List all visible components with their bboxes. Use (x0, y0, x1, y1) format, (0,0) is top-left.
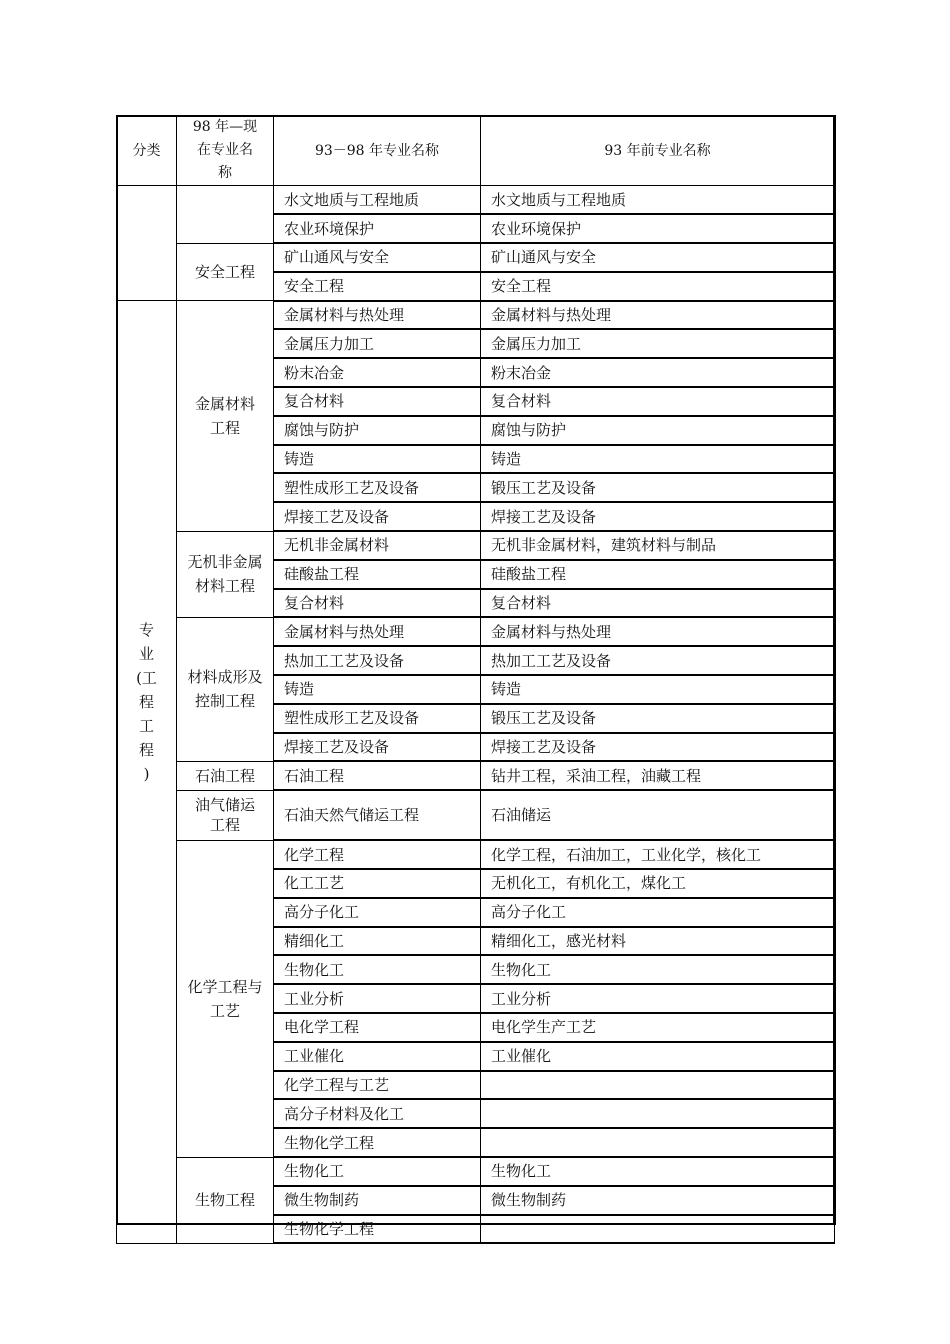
header-category: 分类 (117, 116, 177, 186)
major-93-98-cell: 金属材料与热处理 (274, 301, 481, 330)
major-pre93-cell (481, 1128, 835, 1157)
major-pre93-cell: 高分子化工 (481, 898, 835, 927)
group-name-cell (177, 301, 274, 531)
major-93-98-cell: 热加工工艺及设备 (274, 646, 481, 675)
major-pre93-cell: 微生物制药 (481, 1186, 835, 1215)
major-93-98-cell: 工业分析 (274, 984, 481, 1013)
major-93-98-cell: 复合材料 (274, 387, 481, 416)
major-pre93-cell: 生物化工 (481, 1157, 835, 1186)
major-pre93-cell: 矿山通风与安全 (481, 243, 835, 272)
header-major-98-text: 98 年—现在专业名称 (192, 119, 258, 181)
category-cell (117, 301, 177, 1244)
group-name-cell (177, 243, 274, 301)
major-93-98-cell: 生物化学工程 (274, 1128, 481, 1157)
major-pre93-cell: 金属材料与热处理 (481, 301, 835, 330)
major-93-98-cell: 工业催化 (274, 1042, 481, 1071)
major-93-98-cell: 化学工程与工艺 (274, 1071, 481, 1100)
group-name-cell (177, 186, 274, 244)
major-pre93-cell: 精细化工，感光材料 (481, 927, 835, 956)
major-93-98-cell: 塑性成形工艺及设备 (274, 704, 481, 733)
major-93-98-cell: 高分子材料及化工 (274, 1099, 481, 1128)
group-name-text: 安全工程 (195, 262, 256, 281)
group-name-cell (177, 1157, 274, 1243)
header-row (117, 116, 835, 186)
major-93-98-cell: 焊接工艺及设备 (274, 733, 481, 762)
major-pre93-cell: 金属压力加工 (481, 329, 835, 358)
group-name-cell (177, 790, 274, 840)
table-row (117, 840, 835, 869)
group-name-text: 材料成形及控制工程 (187, 668, 263, 711)
major-pre93-cell: 铸造 (481, 675, 835, 704)
major-93-98-cell: 焊接工艺及设备 (274, 502, 481, 531)
major-pre93-cell: 铸造 (481, 445, 835, 474)
category-label-char: 业 (138, 645, 154, 664)
major-93-98-cell: 腐蚀与防护 (274, 416, 481, 445)
major-93-98-cell: 高分子化工 (274, 898, 481, 927)
major-93-98-cell: 微生物制药 (274, 1186, 481, 1215)
major-pre93-cell: 热加工工艺及设备 (481, 646, 835, 675)
major-pre93-cell: 水文地质与工程地质 (481, 186, 835, 215)
group-name-text: 油气储运工程 (195, 796, 256, 835)
major-93-98-cell: 金属压力加工 (274, 329, 481, 358)
header-major-pre93: 93 年前专业名称 (481, 116, 835, 186)
group-name-text: 石油工程 (195, 766, 256, 785)
major-93-98-cell: 无机非金属材料 (274, 531, 481, 560)
group-name-cell (177, 617, 274, 761)
major-93-98-cell: 精细化工 (274, 927, 481, 956)
table-row (117, 531, 835, 560)
table-body (117, 116, 835, 1244)
major-93-98-cell: 石油工程 (274, 761, 481, 790)
major-pre93-cell: 焊接工艺及设备 (481, 502, 835, 531)
table-row (117, 186, 835, 215)
group-name (177, 1188, 273, 1212)
major-93-98-cell: 塑性成形工艺及设备 (274, 473, 481, 502)
group-name-cell (177, 840, 274, 1157)
major-pre93-cell: 腐蚀与防护 (481, 416, 835, 445)
header-major-93-98: 93－98 年专业名称 (274, 116, 481, 186)
category-label-char: 程 (138, 741, 154, 760)
table-row (117, 761, 835, 790)
group-name-text: 金属材料工程 (195, 394, 256, 437)
major-93-98-cell: 生物化学工程 (274, 1215, 481, 1244)
major-93-98-cell: 金属材料与热处理 (274, 617, 481, 646)
major-93-98-cell: 生物化工 (274, 1157, 481, 1186)
group-name-text: 化学工程与工艺 (187, 977, 263, 1020)
major-93-98-cell: 化学工程 (274, 840, 481, 869)
major-mapping-table (116, 115, 835, 1244)
major-93-98-cell: 硅酸盐工程 (274, 560, 481, 589)
major-93-98-cell: 安全工程 (274, 272, 481, 301)
category-label (117, 618, 176, 786)
major-pre93-cell: 工业催化 (481, 1042, 835, 1071)
group-name-cell (177, 531, 274, 617)
group-name-text: 无机非金属材料工程 (187, 553, 263, 596)
table-row (117, 243, 835, 272)
group-name (177, 260, 273, 284)
major-93-98-cell: 石油天然气储运工程 (274, 790, 481, 840)
group-name (177, 550, 273, 598)
major-93-98-cell: 铸造 (274, 445, 481, 474)
major-pre93-cell: 石油储运 (481, 790, 835, 840)
major-pre93-cell (481, 1071, 835, 1100)
table-row (117, 790, 835, 840)
major-93-98-cell: 粉末冶金 (274, 358, 481, 387)
major-93-98-cell: 复合材料 (274, 589, 481, 618)
group-name (177, 795, 273, 835)
table-row (117, 1157, 835, 1186)
category-label-char: (工 (136, 669, 157, 688)
major-pre93-cell: 工业分析 (481, 984, 835, 1013)
major-pre93-cell: 无机化工，有机化工，煤化工 (481, 869, 835, 898)
category-label-char: 程 (138, 693, 154, 712)
major-93-98-cell: 生物化工 (274, 955, 481, 984)
group-name-cell (177, 761, 274, 790)
table-row (117, 301, 835, 330)
group-name (177, 392, 273, 440)
major-pre93-cell: 农业环境保护 (481, 214, 835, 243)
header-major-98 (177, 116, 274, 186)
major-pre93-cell: 无机非金属材料，建筑材料与制品 (481, 531, 835, 560)
major-93-98-cell: 电化学工程 (274, 1013, 481, 1042)
group-name (177, 764, 273, 788)
major-pre93-cell: 金属材料与热处理 (481, 617, 835, 646)
group-name (177, 975, 273, 1023)
group-name (177, 665, 273, 713)
group-name-text: 生物工程 (195, 1191, 256, 1210)
major-93-98-cell: 铸造 (274, 675, 481, 704)
major-pre93-cell: 粉末冶金 (481, 358, 835, 387)
major-pre93-cell: 锻压工艺及设备 (481, 473, 835, 502)
major-pre93-cell (481, 1215, 835, 1244)
major-pre93-cell: 硅酸盐工程 (481, 560, 835, 589)
category-cell-blank (117, 186, 177, 301)
major-pre93-cell: 复合材料 (481, 589, 835, 618)
category-label-char: 专 (138, 621, 154, 640)
major-pre93-cell: 焊接工艺及设备 (481, 733, 835, 762)
major-93-98-cell: 化工工艺 (274, 869, 481, 898)
category-label-char: 工 (138, 717, 154, 736)
major-pre93-cell: 化学工程，石油加工，工业化学，核化工 (481, 840, 835, 869)
major-pre93-cell: 安全工程 (481, 272, 835, 301)
major-93-98-cell: 矿山通风与安全 (274, 243, 481, 272)
major-93-98-cell: 农业环境保护 (274, 214, 481, 243)
major-93-98-cell: 水文地质与工程地质 (274, 186, 481, 215)
major-pre93-cell (481, 1099, 835, 1128)
major-pre93-cell: 锻压工艺及设备 (481, 704, 835, 733)
major-pre93-cell: 电化学生产工艺 (481, 1013, 835, 1042)
major-pre93-cell: 钻井工程，采油工程，油藏工程 (481, 761, 835, 790)
major-pre93-cell: 生物化工 (481, 955, 835, 984)
major-pre93-cell: 复合材料 (481, 387, 835, 416)
table-row (117, 617, 835, 646)
category-label-char: ) (143, 765, 150, 784)
